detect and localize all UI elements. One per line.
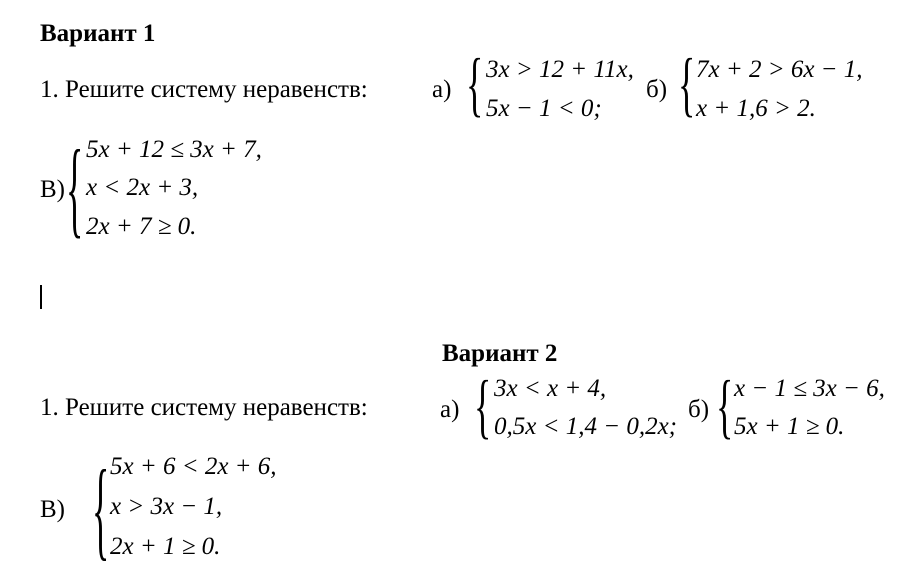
variant1-a-brace: { (466, 44, 484, 124)
variant1-title: Вариант 1 (40, 20, 156, 47)
variant2-c-brace: { (92, 446, 110, 571)
variant2-a-brace: { (474, 366, 492, 446)
variant2-b-brace: { (716, 366, 734, 446)
variant2-a-line-1: 3x < x + 4, (494, 375, 607, 402)
variant2-task: 1. Решите систему неравенств: (40, 394, 368, 421)
variant1-b-label: б) (646, 76, 668, 103)
variant2-c-line-1: 5x + 6 < 2x + 6, (110, 453, 277, 480)
variant1-a-line-1: 3x > 12 + 11x, (486, 56, 634, 83)
variant1-a-line-2: 5x − 1 < 0; (486, 95, 602, 122)
variant1-c-label: В) (40, 176, 65, 203)
variant2-a-line-2: 0,5x < 1,4 − 0,2x; (494, 413, 678, 440)
variant2-b-line-1: x − 1 ≤ 3x − 6, (734, 375, 885, 402)
variant1-c-brace: { (66, 128, 84, 248)
variant1-a-label: а) (432, 76, 452, 103)
variant1-c-line-3: 2x + 7 ≥ 0. (86, 213, 197, 240)
text-cursor (40, 285, 42, 309)
variant2-a-label: а) (440, 396, 460, 423)
variant1-task: 1. Решите систему неравенств: (40, 76, 368, 103)
variant1-b-line-2: x + 1,6 > 2. (696, 95, 816, 122)
variant2-b-label: б) (688, 396, 710, 423)
variant1-c-line-2: x < 2x + 3, (86, 174, 199, 201)
variant1-b-brace: { (678, 44, 696, 124)
variant2-c-label: В) (40, 496, 65, 523)
variant2-b-line-2: 5x + 1 ≥ 0. (734, 413, 845, 440)
variant2-c-line-2: x > 3x − 1, (110, 493, 223, 520)
variant2-title: Вариант 2 (442, 340, 558, 367)
variant1-c-line-1: 5x + 12 ≤ 3x + 7, (86, 136, 262, 163)
variant1-b-line-1: 7x + 2 > 6x − 1, (696, 56, 863, 83)
variant2-c-line-3: 2x + 1 ≥ 0. (110, 533, 221, 560)
